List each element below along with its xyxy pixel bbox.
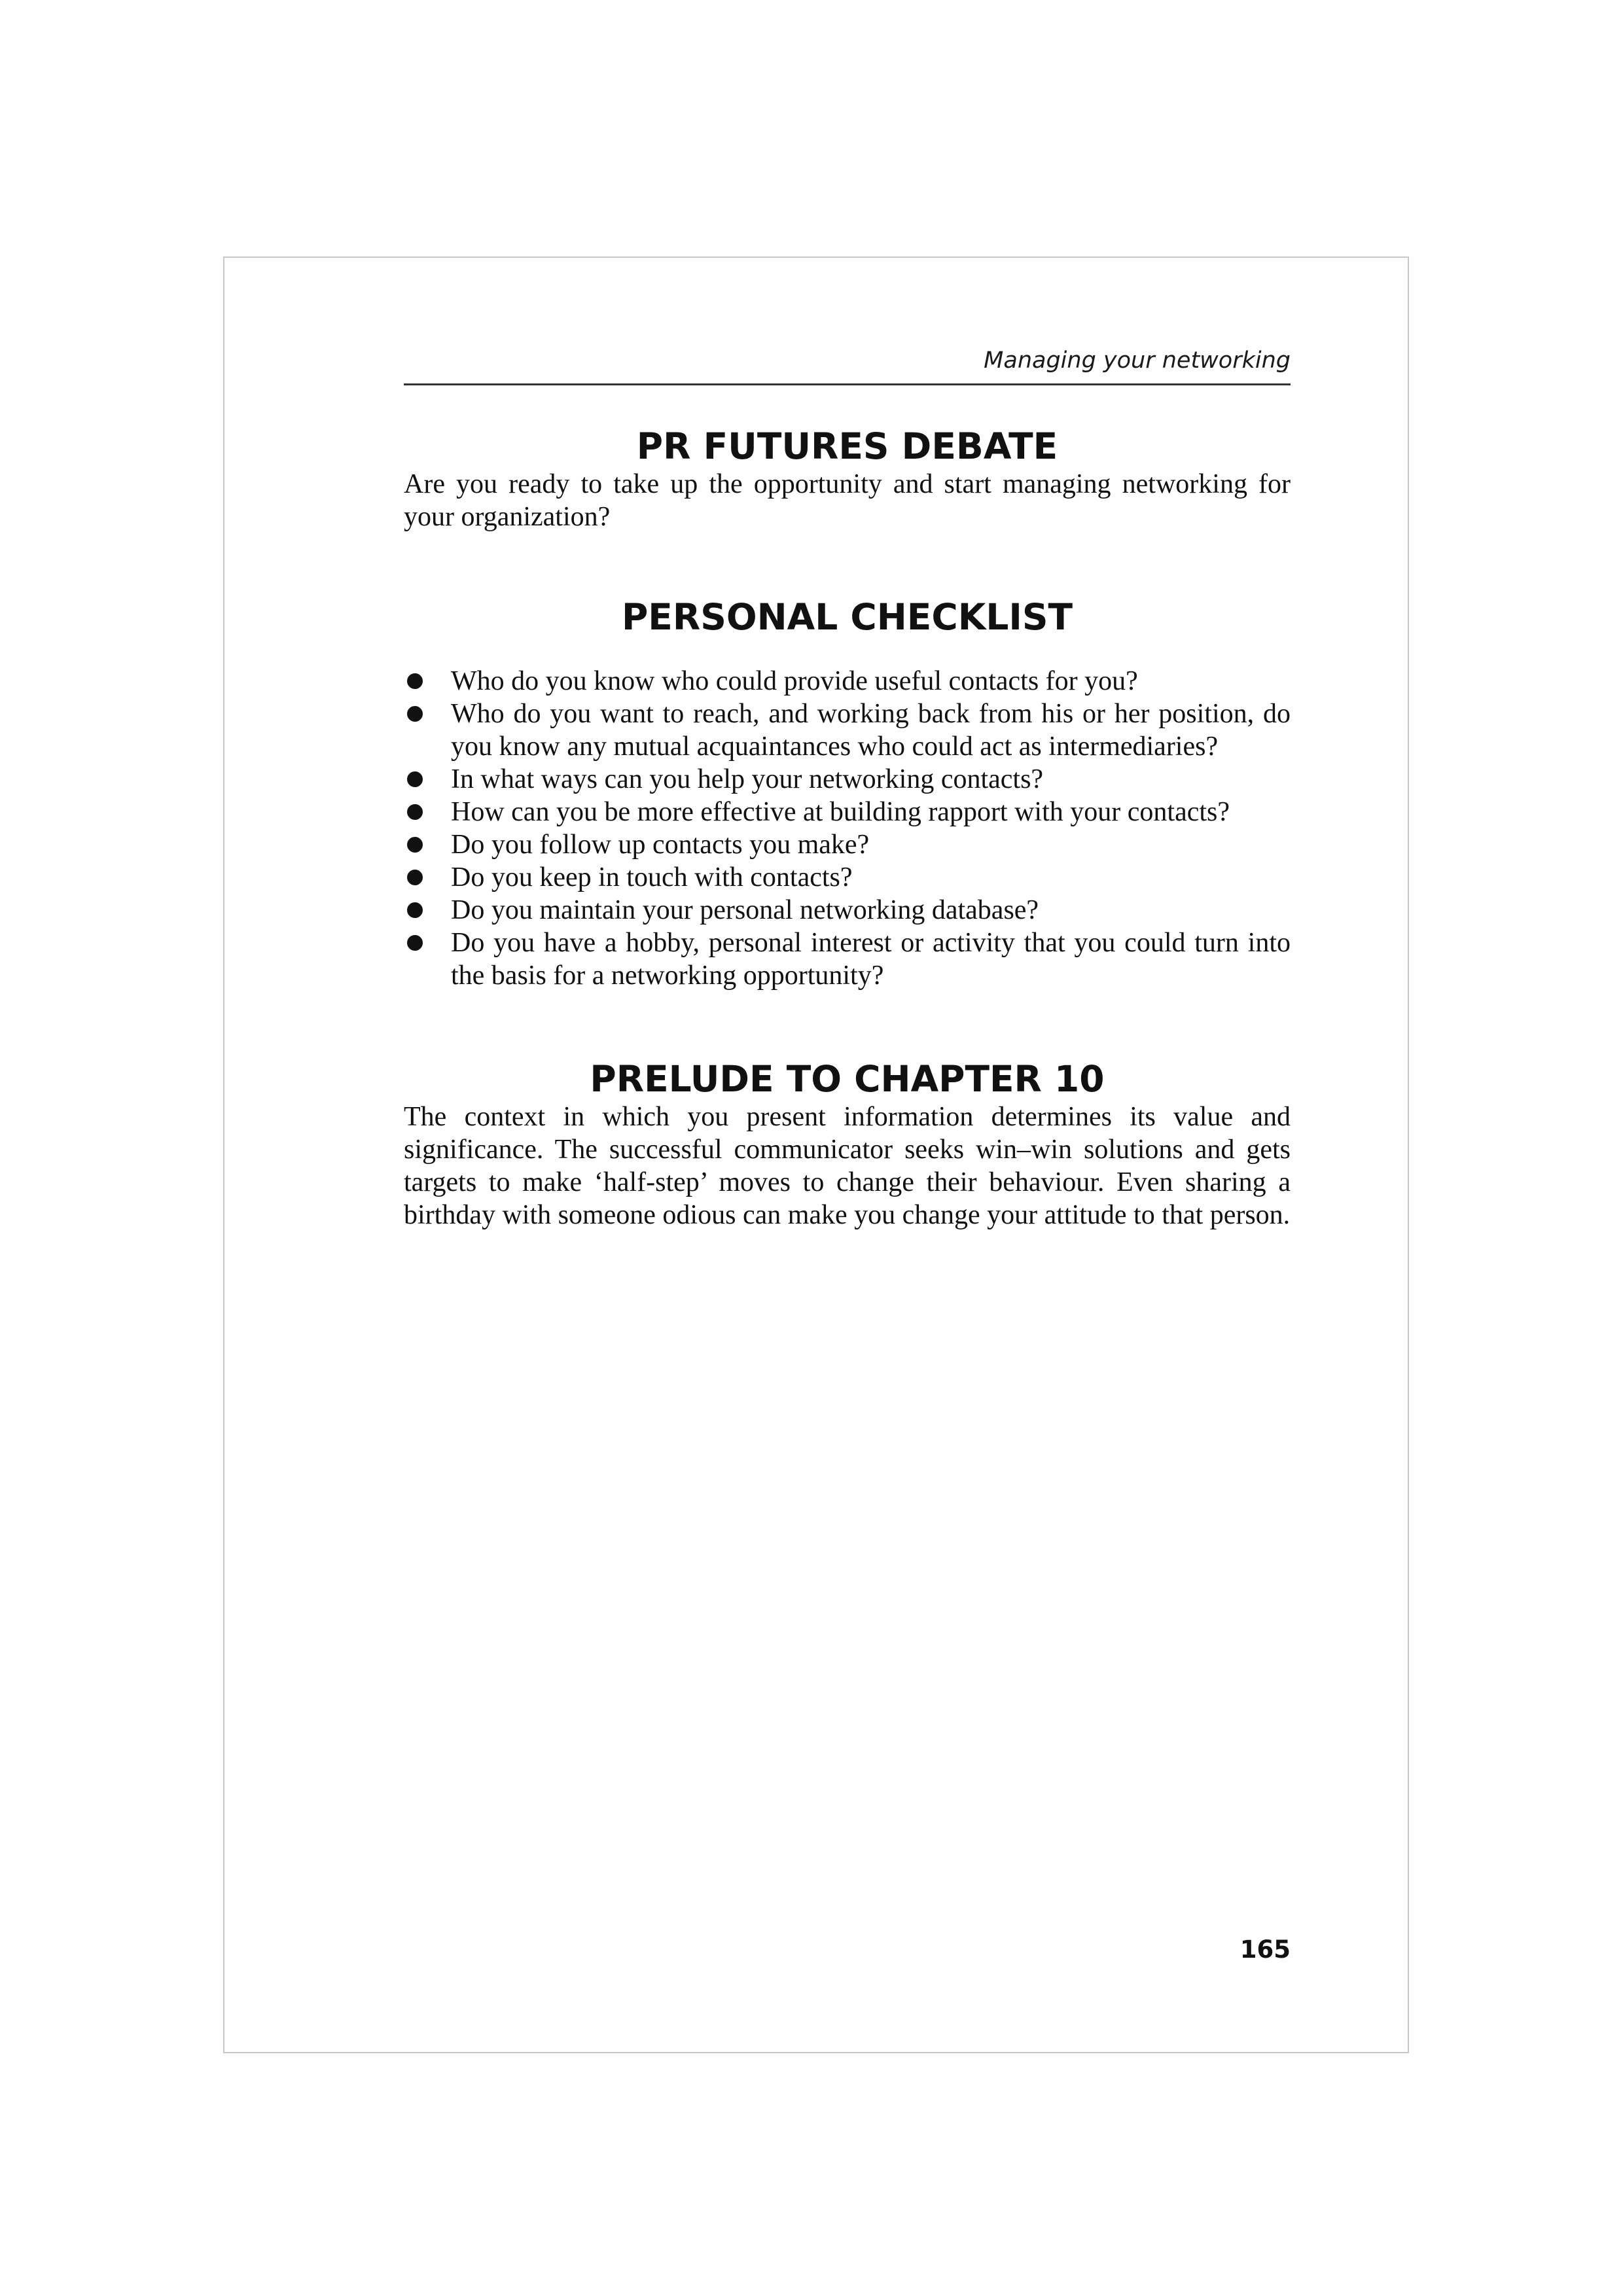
section-title-prelude: PRELUDE TO CHAPTER 10 [590,1058,1105,1100]
checklist-item [404,861,1291,894]
checklist-item [404,828,1291,861]
bullet-icon [407,935,423,951]
bullet-icon [407,673,423,689]
checklist-item [404,796,1291,828]
checklist-item [404,763,1291,796]
checklist-item [404,665,1291,698]
bullet-icon [407,804,423,820]
bullet-icon [407,706,423,722]
running-head: Managing your networking [404,347,1291,385]
checklist-item-text: In what ways can you help your networking contacts? [451,764,1044,794]
checklist-item [404,894,1291,927]
bullet-icon [407,837,423,853]
checklist-item [404,698,1291,763]
page-content [404,347,1291,1231]
checklist-item-text: Who do you know who could provide useful contacts for you? [451,666,1138,696]
page-number: 165 [1240,1935,1291,1964]
checklist-item-text: How can you be more effective at building rapport with your contacts? [451,797,1230,827]
checklist-item-text: Do you maintain your personal networking database? [451,895,1039,925]
bullet-icon [407,771,423,787]
prelude-paragraph: The context in which you present information determines its value and significance. The successful communicator seeks win–win solutions and gets targets to make ‘half-step’ moves to change their behaviour. Even sharing a birthday with someone odious can make you change your attitude to that person. [404,1102,1291,1230]
bullet-icon [407,870,423,885]
section-title-personal-checklist: PERSONAL CHECKLIST [622,596,1073,638]
checklist-item-text: Do you have a hobby, personal interest or activity that you could turn into the basis for a networking opportunity? [451,928,1291,991]
bullet-icon [407,902,423,918]
personal-checklist [404,665,1291,992]
checklist-item-text: Who do you want to reach, and working back from his or her position, do you know any mutual acquaintances who could act as intermediaries? [451,699,1291,762]
section-title-futures-debate: PR FUTURES DEBATE [636,425,1058,467]
checklist-item-text: Do you follow up contacts you make? [451,830,870,860]
checklist-item-text: Do you keep in touch with contacts? [451,862,853,892]
checklist-item [404,927,1291,992]
futures-debate-paragraph: Are you ready to take up the opportunity and start managing networking for your organization? [404,469,1291,532]
